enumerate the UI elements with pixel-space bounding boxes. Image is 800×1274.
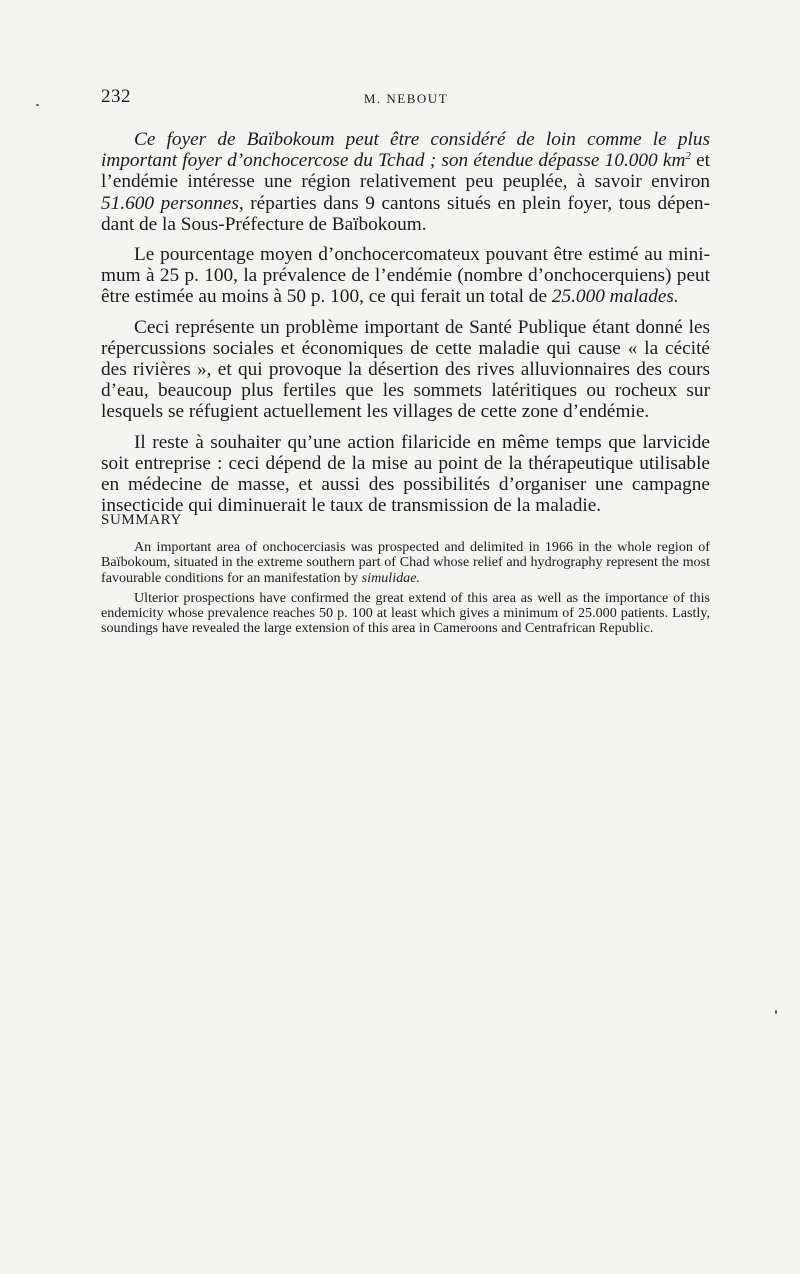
km2-superscript: 2 (685, 150, 691, 163)
summary-paragraph-1-text: An important area of onchocerciasis was prospected and delimited in 1966 in the whole region of Baïbokoum, situated in the extreme southern part of Chad whose relief and hydrography represent the most favourable conditions for an manifestation by (101, 539, 710, 586)
page-number: 232 (101, 86, 131, 107)
scan-speck-right (775, 1010, 777, 1014)
paragraph-1-text-b: réparties dans 9 cantons situés en plein foyer, tous dépen-dant de la Sous-Préfecture de Baïbokoum. (101, 192, 710, 235)
summary-paragraph-1-italic: simulidae. (361, 569, 421, 586)
paragraph-1-italic-population: 51.600 personnes, (101, 192, 244, 214)
paragraph-1 (101, 129, 710, 235)
paragraph-2-text: Le pourcentage moyen d’onchocercomateux pouvant être estimé au mini-mum à 25 p. 100, la prévalence de l’endémie (nombre d’onchocerquiens) peut être estimée au moins à 50 p. 100, ce qui ferait un total de (101, 244, 710, 308)
running-head-author: M. NEBOUT (363, 91, 449, 106)
summary-text (101, 540, 710, 642)
summary-paragraph-2-text: Ulterior prospections have confirmed the great extend of this area as well as the importance of this endemicity whose prevalence reaches 50 p. 100 at least which gives a minimum of 25.000 patients. Lastly, soundings have revealed the large extension of this area in Cameroons and Centrafrican Republic. (101, 589, 710, 637)
paragraph-2 (101, 244, 710, 308)
paragraph-4 (101, 432, 710, 517)
summary-heading: SUMMARY (101, 512, 182, 528)
page-header (101, 86, 711, 112)
summary-paragraph-2 (101, 591, 710, 637)
paragraph-1-text-a: et l’endémie intéresse une région relativement peu peuplée, à savoir environ (101, 150, 710, 193)
scan-speck-left (36, 104, 39, 106)
paragraph-4-text: Il reste à souhaiter qu’une action filaricide en même temps que larvicide soit entreprise : ceci dépend de la mise au point de la thérapeutique utilisable en médecine de masse, et aussi des possibilités d’organiser une campagne insecticide qui diminuerait le taux de transmission de la maladie. (101, 431, 710, 517)
summary-paragraph-1 (101, 540, 710, 586)
paragraph-2-italic-total: 25.000 malades. (551, 286, 679, 308)
body-text (101, 129, 710, 525)
paragraph-3 (101, 317, 710, 423)
paragraph-3-text: Ceci représente un problème important de Santé Publique étant donné les répercussions sociales et économiques de cette maladie qui cause « la cécité des rivières », et qui provoque la désertion des rives alluvionnaires des cours d’eau, beaucoup plus fertiles que les sommets latéritiques ou rocheux sur lesquels se réfugient actuellement les villages de cette zone d’endémie. (101, 316, 710, 423)
paragraph-1-italic-lead: Ce foyer de Baïbokoum peut être considéré de loin comme le plus important foyer d’onchocercose du Tchad ; son étendue dépasse 10.000 km (101, 129, 710, 172)
